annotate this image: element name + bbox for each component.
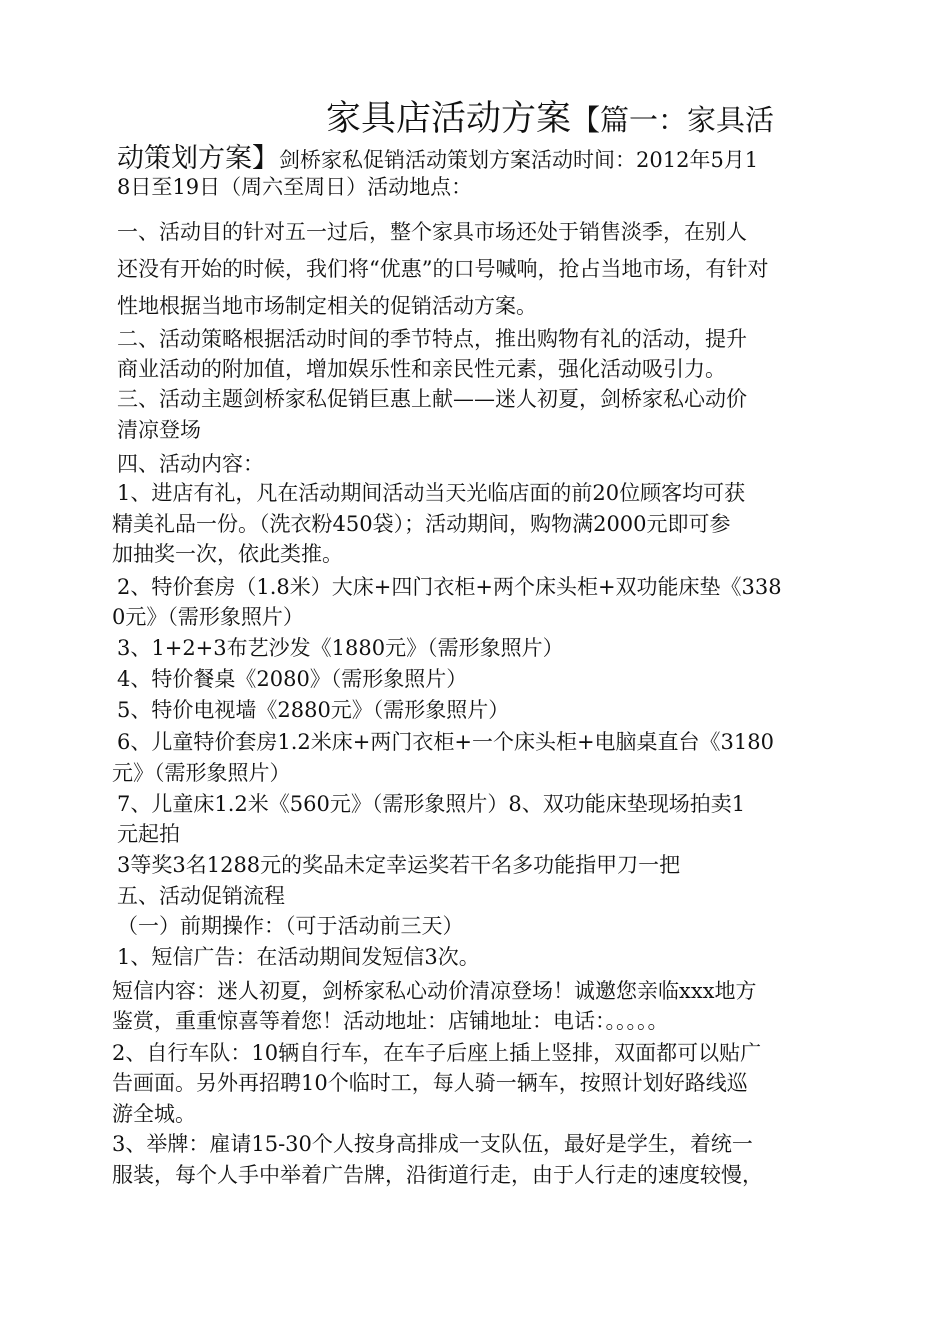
- body-line: 鉴赏，重重惊喜等着您！活动地址：店铺地址：电话：。。。。。: [112, 1009, 669, 1033]
- body-line: 还没有开始的时候，我们将“优惠”的口号喊响，抢占当地市场，有针对: [117, 257, 769, 281]
- body-line: 剑桥家私促销活动策划方案活动时间：2012年5月1: [279, 148, 759, 172]
- body-line: 3、1+2+3布艺沙发《1880元》（需形象照片）: [117, 636, 564, 660]
- body-line: 五、活动促销流程: [117, 884, 285, 908]
- body-line: 0元》（需形象照片）: [112, 605, 304, 629]
- body-line: 元》（需形象照片）: [112, 761, 291, 785]
- body-line: 2、特价套房（1.8米）大床+四门衣柜+两个床头柜+双功能床垫《338: [117, 575, 782, 599]
- body-line: 5、特价电视墙《2880元》（需形象照片）: [117, 698, 510, 722]
- body-line: 清凉登场: [117, 418, 201, 442]
- body-line: 游全城。: [112, 1102, 196, 1126]
- body-line: 性地根据当地市场制定相关的促销活动方案。: [117, 294, 537, 318]
- body-line: 6、儿童特价套房1.2米床+两门衣柜+一个床头柜+电脑桌直台《3180: [117, 730, 774, 754]
- title-bracket-first: 【篇一：家具活: [571, 103, 775, 137]
- title-bracket-second: 动策划方案】: [117, 143, 279, 174]
- body-line: 2、自行车队：10辆自行车，在车子后座上插上竖排，双面都可以贴广: [112, 1041, 762, 1065]
- body-line: 四、活动内容：: [117, 452, 264, 476]
- body-line: 3等奖3名1288元的奖品未定幸运奖若干名多功能指甲刀一把: [117, 853, 681, 877]
- body-line: 三、活动主题剑桥家私促销巨惠上献——迷人初夏，剑桥家私心动价: [117, 387, 747, 411]
- title-main: 家具店活动方案: [326, 99, 572, 139]
- body-line: 告画面。另外再招聘10个临时工，每人骑一辆车，按照计划好路线巡: [112, 1071, 748, 1095]
- body-line: 加抽奖一次，依此类推。: [112, 542, 343, 566]
- body-line: 1、进店有礼，凡在活动期间活动当天光临店面的前20位顾客均可获: [117, 481, 746, 505]
- body-line: 1、短信广告：在活动期间发短信3次。: [117, 945, 480, 969]
- body-line: 精美礼品一份。（洗衣粉450袋）；活动期间，购物满2000元即可参: [112, 512, 731, 536]
- body-line: 8日至19日（周六至周日）活动地点：: [117, 175, 473, 199]
- body-line: 二、活动策略根据活动时间的季节特点，推出购物有礼的活动，提升: [117, 327, 747, 351]
- body-line: 短信内容：迷人初夏，剑桥家私心动价清凉登场！诚邀您亲临xxx地方: [112, 979, 757, 1003]
- body-line: 4、特价餐桌《2080》（需形象照片）: [117, 667, 468, 691]
- body-line: 7、儿童床1.2米《560元》（需形象照片）8、双功能床垫现场拍卖1: [117, 792, 746, 816]
- body-line: 服装，每个人手中举着广告牌，沿街道行走，由于人行走的速度较慢，: [112, 1163, 763, 1187]
- body-line: 一、活动目的针对五一过后，整个家具市场还处于销售淡季，在别人: [117, 220, 747, 244]
- body-line: 商业活动的附加值，增加娱乐性和亲民性元素，强化活动吸引力。: [117, 357, 726, 381]
- body-line: 3、举牌：雇请15-30个人按身高排成一支队伍，最好是学生，着统一: [112, 1132, 753, 1156]
- body-line: 元起拍: [117, 822, 180, 846]
- body-line: （一）前期操作：（可于活动前三天）: [117, 914, 464, 938]
